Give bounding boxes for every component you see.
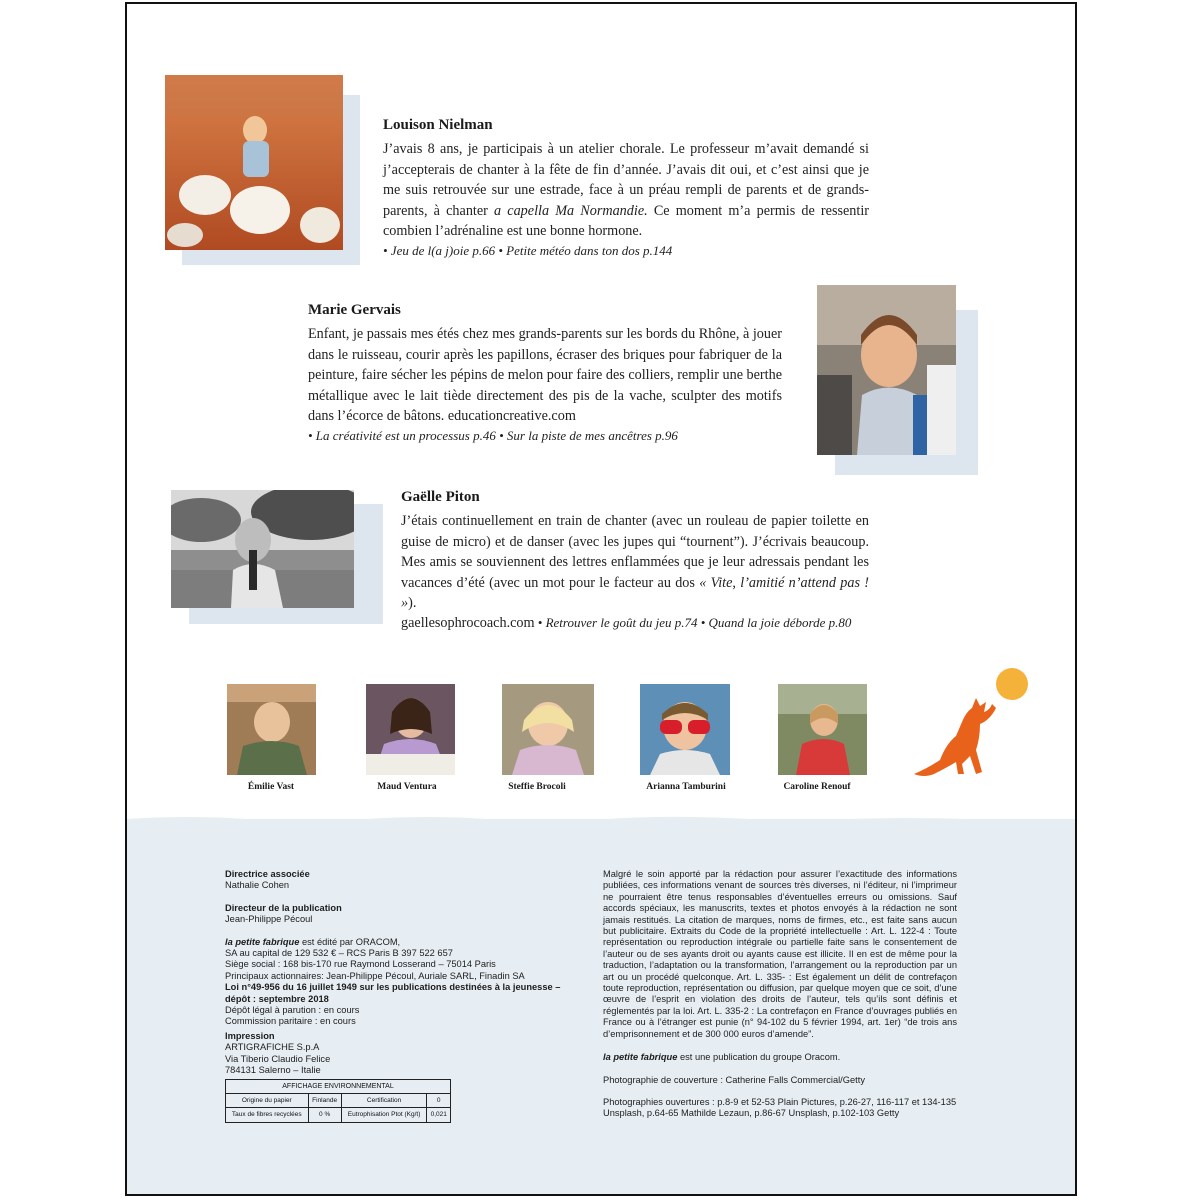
environmental-table xyxy=(225,1079,451,1123)
group-line: la petite fabrique est une publication du groupe Oracom. xyxy=(603,1052,841,1063)
contributor-page-refs: • La créativité est un processus p.46 • Sur la piste de mes ancêtres p.96 xyxy=(308,427,678,443)
contributor-name: Marie Gervais xyxy=(308,302,401,318)
env-cell: Eutrophisation Ptot (Kg/t) xyxy=(341,1108,427,1122)
env-table-title: AFFICHAGE ENVIRONNEMENTAL xyxy=(226,1079,451,1093)
photo-marie-gervais xyxy=(817,285,956,455)
publisher-line: la petite fabrique est édité par ORACOM, xyxy=(225,936,401,947)
colophon-left-column xyxy=(225,869,565,1123)
torn-edge-decoration xyxy=(127,813,1077,823)
fox-and-sun-illustration xyxy=(910,664,1035,784)
law-reference: Loi n°49-956 du 16 juillet 1949 sur les publications destinées à la jeunesse – dépôt : septembre 2018 xyxy=(225,982,561,1004)
contributor-page-refs: gaellesophrocoach.com • Retrouver le goût du jeu p.74 • Quand la joie déborde p.80 xyxy=(401,614,852,631)
illustrator-name: Caroline Renouf xyxy=(783,782,851,792)
headquarters: Siège social : 168 bis-170 rue Raymond Losserand – 75014 Paris xyxy=(225,959,496,970)
shareholders: Principaux actionnaires: Jean-Philippe Pécoul, Auriale SARL, Finadin SA xyxy=(225,970,525,981)
photo-gaelle-piton xyxy=(171,490,354,608)
opening-photos-credit: Photographies ouvertures : p.8-9 et 52-53 Plain Pictures, p.26-27, 116-117 et 134-135 Unsplash, p.64-65 Mathilde Lezaun, p.86-67 Unsplash, p.102-103 Getty xyxy=(603,1096,957,1119)
illustrator-name: Maud Ventura xyxy=(377,782,437,792)
photo-steffie-brocoli xyxy=(502,684,594,775)
colophon-right-column xyxy=(603,869,957,1120)
commission: Commission paritaire : en cours xyxy=(225,1016,356,1027)
env-cell: Certification xyxy=(341,1093,427,1107)
sun-icon xyxy=(996,668,1028,700)
printer-street: Via Tiberio Claudio Felice xyxy=(225,1053,331,1064)
contributor-name: Louison Nielman xyxy=(383,117,493,133)
legal-deposit: Dépôt légal à parution : en cours xyxy=(225,1005,360,1016)
printing-label: Impression xyxy=(225,1030,275,1041)
contributor-page-refs: • Jeu de l(a j)oie p.66 • Petite météo dans ton dos p.144 xyxy=(383,242,673,258)
env-cell: 0,021 xyxy=(427,1108,451,1122)
contributor-bio: Enfant, je passais mes étés chez mes grands-parents sur les bords du Rhône, à jouer dans le ruisseau, courir après les papillons, écraser des briques pour fabriquer de la peinture, faire sécher les pépins de melon pour faire des colliers, remplir une berthe métallique avec le lait tiède directement des pis de la vache, sculpter des motifs dans l’écorce de bâtons. educationcreative.com xyxy=(308,326,782,425)
photo-louison-nielman xyxy=(165,75,343,250)
printer-city: 784131 Salerno – Italie xyxy=(225,1065,321,1076)
illustrator-name: Arianna Tamburini xyxy=(646,782,726,792)
company-capital: SA au capital de 129 532 € – RCS Paris B 397 522 657 xyxy=(225,948,453,959)
illustrator-name: Émilie Vast xyxy=(247,782,295,792)
contributor-block-marie-gervais xyxy=(308,302,782,444)
illustrator-name: Steffie Brocoli xyxy=(508,782,566,792)
photo-maud-ventura xyxy=(366,684,455,775)
env-cell: Origine du papier xyxy=(226,1093,309,1107)
contributor-bio: J’étais continuellement en train de chanter (avec un rouleau de papier toilette en guise de micro) et de danser (avec les jupes qui “tournent”). J’écrivais beaucoup. Mes amis se souviennent des lettres enflammées que je leur adressais pendant les vacances d’été (avec un mot pour le facteur au dos « Vite, l’amitié n’attend pas ! »). xyxy=(401,513,869,612)
associate-director: Nathalie Cohen xyxy=(225,880,290,891)
photo-emilie-vast xyxy=(227,684,316,775)
contributor-block-louison-nielman xyxy=(383,117,869,259)
contributor-block-gaelle-piton xyxy=(401,489,869,632)
env-cell: 0 xyxy=(427,1093,451,1107)
contributor-bio: J’avais 8 ans, je participais à un atelier chorale. Le professeur m’avait demandé si j’accepterais de chanter à la fête de fin d’année. J’avais dit oui, et c’est ainsi que je me suis retrouvée sur une estrade, face à un préau rempli de parents et de grands-parents, à chanter a capella Ma Normandie. Ce moment m’a permis de ressentir combien l’adrénaline est une bonne hormone. xyxy=(383,141,869,240)
contributor-name: Gaëlle Piton xyxy=(401,489,480,505)
photo-caroline-renouf xyxy=(778,684,867,775)
printer-name: ARTIGRAFICHE S.p.A xyxy=(225,1042,320,1053)
contributor-website: gaellesophrocoach.com xyxy=(401,614,535,631)
photo-arianna-tamburini xyxy=(640,684,730,775)
env-cell: 0 % xyxy=(308,1108,341,1122)
env-cell: Finlande xyxy=(308,1093,341,1107)
legal-disclaimer: Malgré le soin apporté par la rédaction pour assurer l’exactitude des informations publiées, ces informations venant de sources très diverses, ni l’éditeur, ni l’imprimeur ne pourraient être tenus responsables d’éventuelles erreurs ou omissions. Sauf accords spéciaux, les manuscrits, textes et photos envoyés à la rédaction ne sont jamais restitués. La citation de marques, noms de firmes, etc., est faite sans aucun but publicitaire. Extraits du Code de la propriété intellectuelle : Art. L. 122-4 : Toute représentation ou reproduction intégrale ou partielle faite sans le consentement de l’auteur ou de ses ayants droit ou ayants cause est illicite. Il en est de même pour la traduction, l’adaptation ou la transformation, l’arrangement ou la reproduction par un art ou un procédé quelconque. Art. L. 335- : Est également un délit de contrefaçon toute reproduction, représentation ou diffusion, par quelque moyen que ce soit, d’une œuvre de l’esprit en violation des droits de l’auteur, tels qu’ils sont définis et réglementés par la loi. Art. L. 335-2 : La contrefaçon en France d’ouvrages publiés en France ou à l’étranger est punie (n° 94-102 du 5 février 1994, art. 1er) “de trois ans d’emprisonnement et de 300 000 euros d’amende”. xyxy=(603,869,957,1039)
page xyxy=(125,2,1077,1196)
env-cell: Taux de fibres recyclées xyxy=(226,1108,309,1122)
fox-icon xyxy=(914,698,996,776)
cover-photo-credit: Photographie de couverture : Catherine Falls Commercial/Getty xyxy=(603,1074,865,1085)
associate-director-label: Directrice associée xyxy=(225,869,310,879)
publication-director-label: Directeur de la publication xyxy=(225,902,342,913)
publication-director: Jean-Philippe Pécoul xyxy=(225,914,313,925)
colophon-section xyxy=(127,819,1077,1196)
